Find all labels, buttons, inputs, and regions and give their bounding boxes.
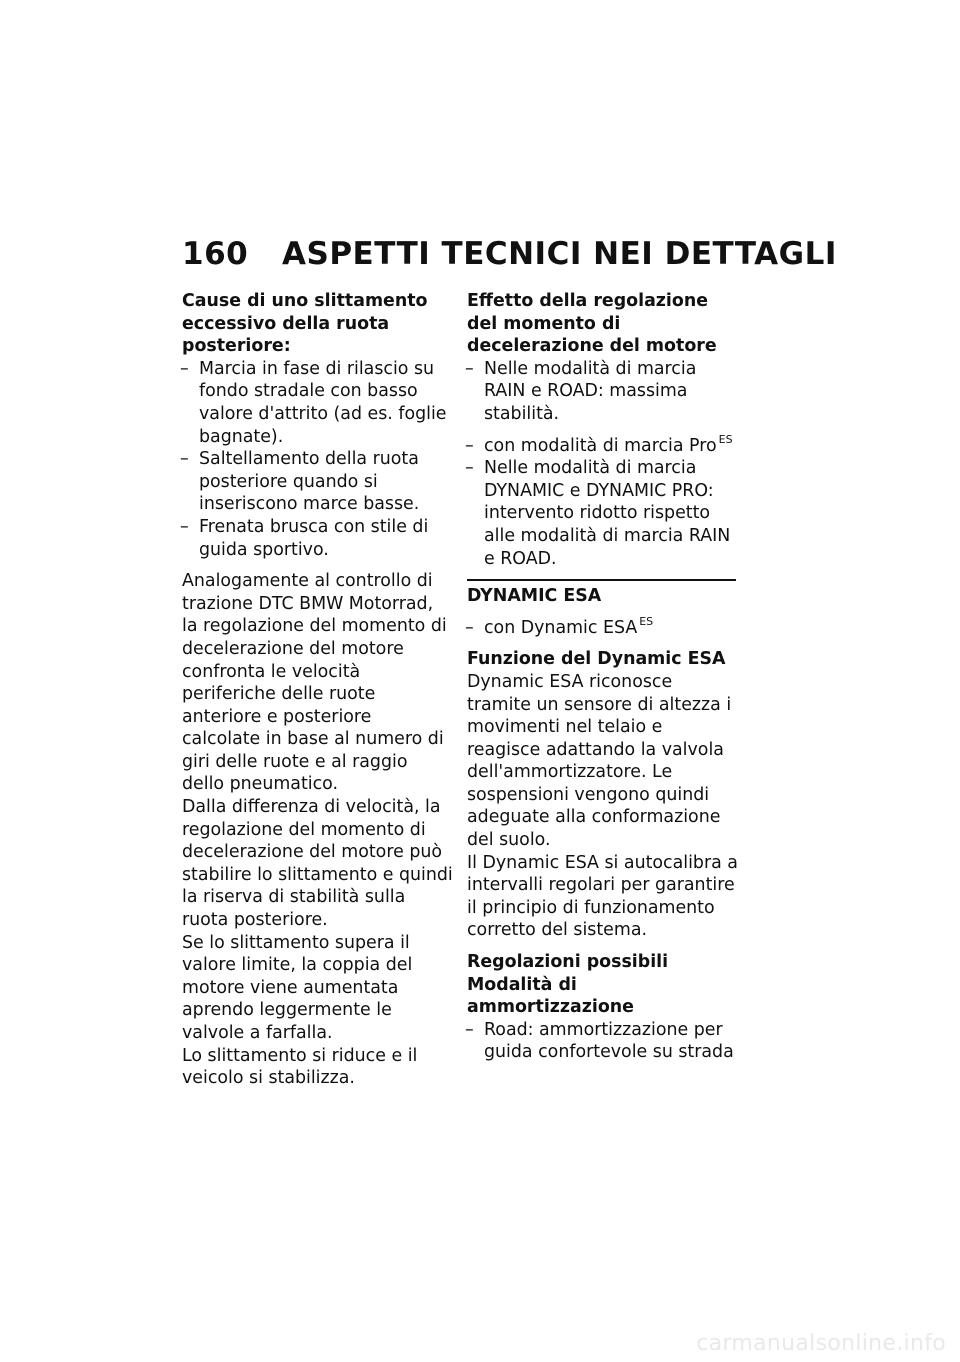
list-item-text: con modalità di marcia Pro (484, 435, 717, 456)
heading-esa-function: Funzione del Dynamic ESA (467, 649, 726, 670)
list-item (467, 432, 739, 458)
watermark: carmanualsonline.info (696, 1331, 946, 1356)
list-item: – Nelle modalità di marcia RAIN e ROAD: massima stabilità. (467, 358, 739, 426)
heading-possible-settings: Regolazioni possibili (467, 952, 669, 973)
list-item: – Nelle modalità di marcia DYNAMIC e DYNAMIC PRO: intervento ridotto rispetto alle modalità di marcia RAIN e ROAD. (467, 457, 739, 570)
list-item: – Saltellamento della ruota posteriore quando si inseriscono marce basse. (182, 448, 454, 516)
paragraph: Analogamente al controllo di trazione DTC BMW Motorrad, la regolazione del momento di decelerazione del motore confronta le velocità periferiche delle ruote anteriore e posteriore calcolate in base al numero di giri delle ruote e al raggio dello pneumatico. (182, 571, 447, 795)
equipment-code: ES (639, 614, 654, 628)
chapter-title: ASPETTI TECNICI NEI DETTAGLI (282, 236, 837, 272)
heading-damping-modes: Modalità di ammortizzazione (467, 974, 634, 1018)
page-number: 160 (182, 236, 249, 272)
list-item: – Marcia in fase di rilascio su fondo stradale con basso valore d'attrito (ad es. foglie bagnate). (182, 358, 454, 448)
paragraph: Se lo slittamento supera il valore limite, la coppia del motore viene aumentata aprendo leggermente le valvole a farfalla. (182, 932, 413, 1043)
damping-mode-list (467, 1019, 739, 1064)
section-title: DYNAMIC ESA (467, 586, 602, 607)
left-column (182, 290, 454, 1090)
list-item: – Road: ammortizzazione per guida confortevole su strada (467, 1019, 739, 1064)
list-item-text: con Dynamic ESA (484, 617, 638, 638)
paragraph: Dalla differenza di velocità, la regolazione del momento di decelerazione del motore può stabilire lo slittamento e quindi la riserva di stabilità sulla ruota posteriore. (182, 797, 453, 931)
equipment-code: ES (718, 432, 733, 446)
right-column (467, 290, 739, 1064)
slip-causes-list (182, 358, 454, 561)
heading-slip-causes: Cause di uno slittamento eccessivo della ruota posteriore: (182, 291, 428, 357)
section-divider (467, 579, 736, 581)
list-item (467, 614, 739, 640)
page-header (182, 236, 837, 272)
list-item: – Frenata brusca con stile di guida sportivo. (182, 516, 454, 561)
paragraph: Lo slittamento si riduce e il veicolo si stabilizza. (182, 1045, 418, 1089)
effect-list (467, 358, 739, 570)
paragraph: Il Dynamic ESA si autocalibra a intervalli regolari per garantire il principio di funzionamento corretto del sistema. (467, 852, 738, 941)
heading-engine-drag-effect: Effetto della regolazione del momento di decelerazione del motore (467, 291, 717, 357)
paragraph: Dynamic ESA riconosce tramite un sensore di altezza i movimenti nel telaio e reagisce adattando la valvola dell'ammortizzatore. Le sospensioni vengono quindi adeguate alla conformazione del suolo. (467, 671, 732, 851)
esa-equipment-list (467, 614, 739, 640)
